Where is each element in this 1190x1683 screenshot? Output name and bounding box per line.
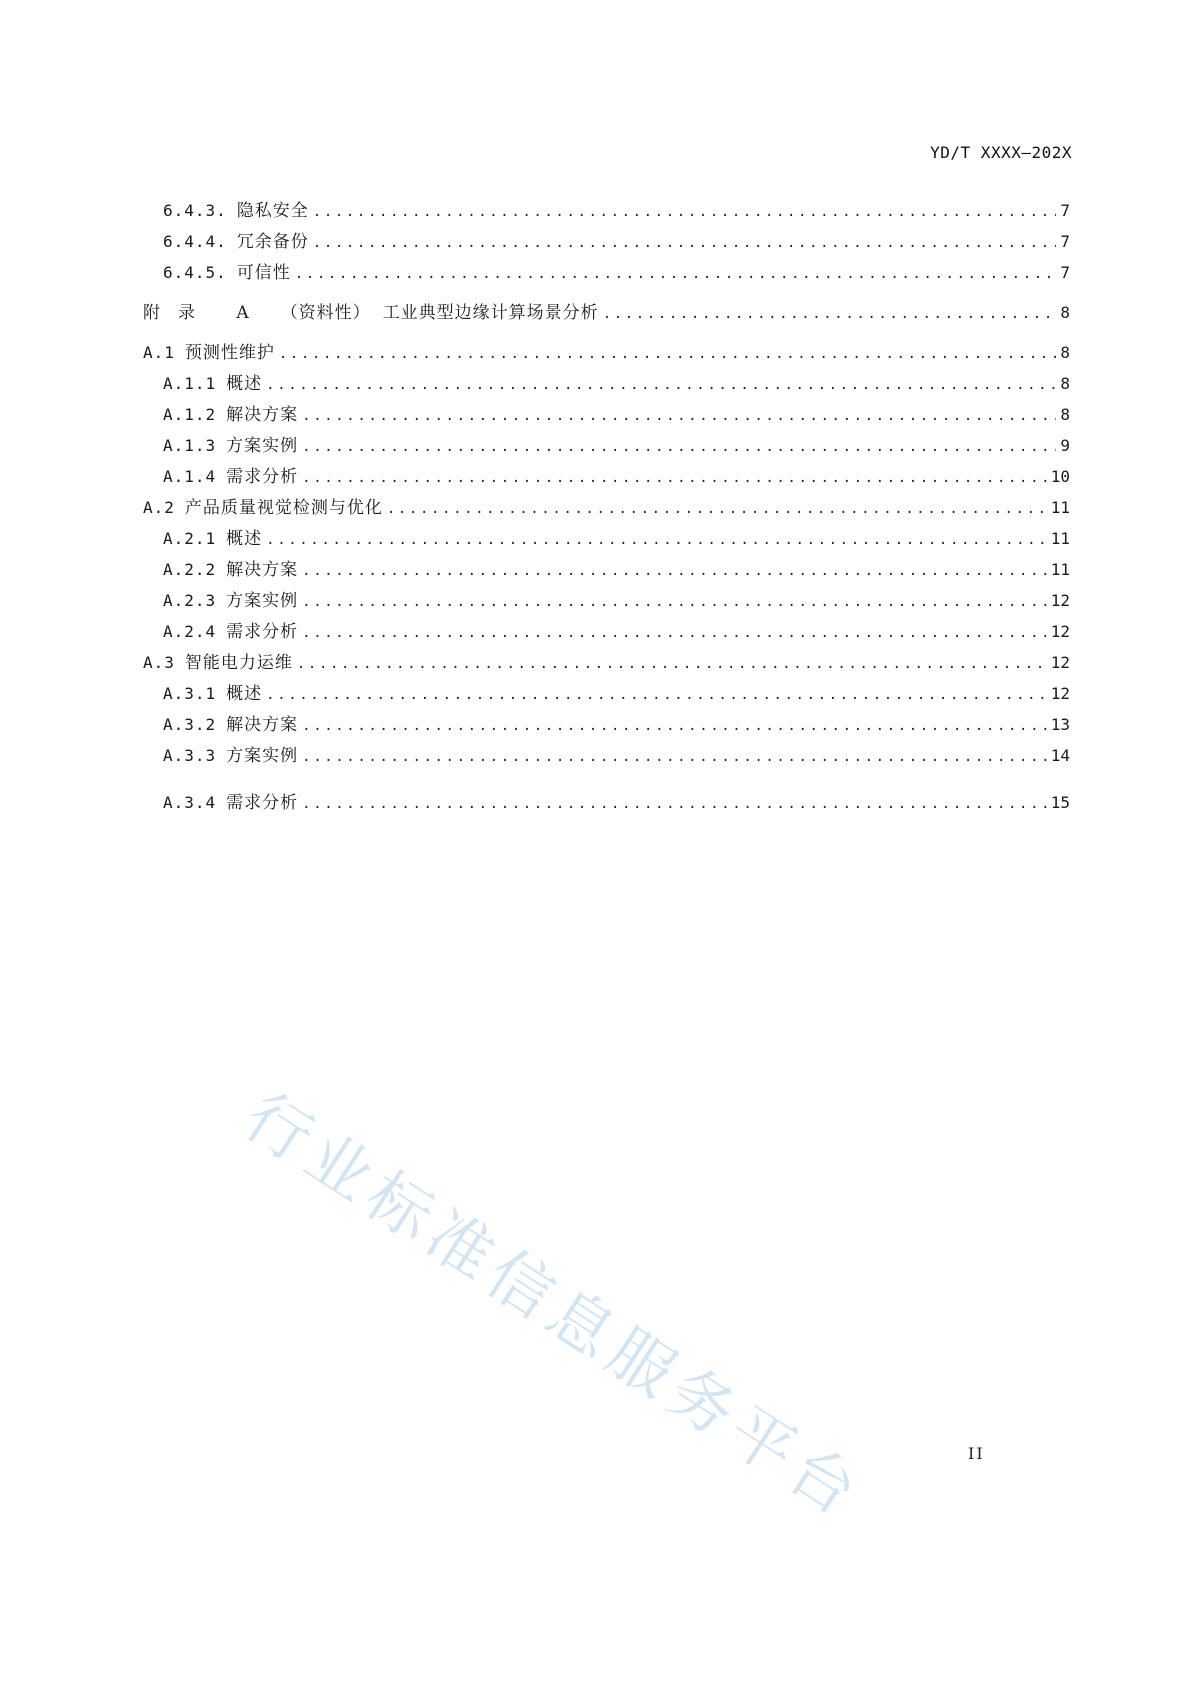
toc-leader-dots <box>603 299 1056 330</box>
toc-entry-page: 7 <box>1060 201 1070 220</box>
toc-entry-title: 概述 <box>226 684 263 704</box>
toc-entry-title: 概述 <box>226 529 263 549</box>
toc-entry-page: 12 <box>1050 684 1070 703</box>
toc-leader-dots <box>266 680 1047 711</box>
toc-entry-appendix-a[interactable] <box>143 297 1070 328</box>
toc-entry-title: 需求分析 <box>226 793 299 813</box>
toc-leader-dots <box>302 742 1047 773</box>
toc-entry-page: 8 <box>1060 405 1070 424</box>
toc-entry-number: 6.4.3. <box>163 201 227 220</box>
toc-entry-number: A.1 <box>143 343 175 362</box>
toc-entry-title: 预测性维护 <box>184 343 275 363</box>
toc-entry-number: A.3.1 <box>163 684 217 703</box>
toc-entry-number: A.1.4 <box>163 467 217 486</box>
toc-entry-title: 需求分析 <box>226 467 299 487</box>
toc-leader-dots <box>302 587 1047 618</box>
toc-entry-page: 9 <box>1060 436 1070 455</box>
toc-entry-number: A.3.2 <box>163 715 217 734</box>
toc-leader-dots <box>302 556 1047 587</box>
toc-entry-number: A.2.1 <box>163 529 217 548</box>
toc-entry-title: 冗余备份 <box>236 232 309 252</box>
toc-entry-a-2-3[interactable] <box>143 585 1070 616</box>
toc-entry-title: 可信性 <box>236 263 291 283</box>
toc-entry-6-4-3[interactable] <box>143 195 1070 226</box>
document-code: YD/T XXXX—202X <box>930 143 1072 162</box>
table-of-contents <box>143 195 1070 818</box>
toc-leader-dots <box>279 339 1056 370</box>
toc-entry-a-3-4[interactable] <box>143 787 1070 818</box>
appendix-prefix: 附录 A <box>143 303 267 323</box>
toc-entry-title: 产品质量视觉检测与优化 <box>184 498 383 518</box>
toc-entry-page: 12 <box>1050 622 1070 641</box>
toc-entry-page: 12 <box>1050 653 1070 672</box>
toc-entry-page: 13 <box>1050 715 1070 734</box>
toc-leader-dots <box>302 463 1047 494</box>
appendix-qualifier: （资料性） <box>280 303 371 323</box>
toc-entry-a-1-1[interactable] <box>143 368 1070 399</box>
toc-entry-title: 概述 <box>226 374 263 394</box>
toc-entry-page: 8 <box>1060 303 1070 322</box>
toc-entry-6-4-4[interactable] <box>143 226 1070 257</box>
toc-entry-page: 11 <box>1050 560 1070 579</box>
toc-entry-number: A.2.3 <box>163 591 217 610</box>
toc-leader-dots <box>295 259 1056 290</box>
toc-entry-a-2-1[interactable] <box>143 523 1070 554</box>
toc-entry-title: 方案实例 <box>226 746 299 766</box>
toc-entry-a-1-2[interactable] <box>143 399 1070 430</box>
toc-entry-page: 10 <box>1050 467 1070 486</box>
toc-entry-a-2[interactable] <box>143 492 1070 523</box>
toc-entry-title: 需求分析 <box>226 622 299 642</box>
toc-leader-dots <box>313 197 1056 228</box>
toc-entry-number: A.3.4 <box>163 793 217 812</box>
toc-entry-title: 方案实例 <box>226 591 299 611</box>
toc-entry-a-1[interactable] <box>143 337 1070 368</box>
toc-entry-page: 11 <box>1050 498 1070 517</box>
toc-entry-page: 11 <box>1050 529 1070 548</box>
toc-entry-page: 15 <box>1050 793 1070 812</box>
toc-entry-page: 14 <box>1050 746 1070 765</box>
toc-entry-title: 解决方案 <box>226 560 299 580</box>
toc-leader-dots <box>297 649 1047 680</box>
toc-entry-number: 6.4.4. <box>163 232 227 251</box>
watermark: 行业标准信息服务平台 <box>231 1080 876 1535</box>
toc-entry-page: 8 <box>1060 343 1070 362</box>
toc-entry-a-2-2[interactable] <box>143 554 1070 585</box>
toc-entry-a-3[interactable] <box>143 647 1070 678</box>
toc-entry-a-2-4[interactable] <box>143 616 1070 647</box>
appendix-title: 工业典型边缘计算场景分析 <box>382 303 599 323</box>
toc-leader-dots <box>266 370 1056 401</box>
toc-leader-dots <box>302 789 1047 820</box>
toc-entry-number: A.3.3 <box>163 746 217 765</box>
toc-entry-a-1-3[interactable] <box>143 430 1070 461</box>
toc-entry-6-4-5[interactable] <box>143 257 1070 288</box>
toc-entry-title: 方案实例 <box>226 436 299 456</box>
toc-leader-dots <box>302 618 1047 649</box>
page-number: II <box>968 1444 985 1463</box>
toc-entry-number: A.1.2 <box>163 405 217 424</box>
toc-leader-dots <box>302 432 1056 463</box>
toc-entry-page: 12 <box>1050 591 1070 610</box>
toc-entry-number: A.1.1 <box>163 374 217 393</box>
toc-entry-a-3-3[interactable] <box>143 740 1070 771</box>
toc-entry-number: A.1.3 <box>163 436 217 455</box>
toc-entry-number: A.2.2 <box>163 560 217 579</box>
toc-leader-dots <box>302 401 1056 432</box>
toc-entry-a-3-1[interactable] <box>143 678 1070 709</box>
toc-entry-number: A.2 <box>143 498 175 517</box>
toc-entry-title: 智能电力运维 <box>184 653 293 673</box>
toc-leader-dots <box>387 494 1047 525</box>
toc-leader-dots <box>266 525 1047 556</box>
toc-entry-title: 隐私安全 <box>236 201 309 221</box>
toc-entry-a-3-2[interactable] <box>143 709 1070 740</box>
toc-entry-page: 8 <box>1060 374 1070 393</box>
toc-entry-title: 解决方案 <box>226 715 299 735</box>
toc-entry-number: A.3 <box>143 653 175 672</box>
toc-entry-page: 7 <box>1060 232 1070 251</box>
toc-leader-dots <box>302 711 1047 742</box>
toc-entry-number: 6.4.5. <box>163 263 227 282</box>
toc-entry-number: A.2.4 <box>163 622 217 641</box>
toc-leader-dots <box>313 228 1056 259</box>
toc-entry-a-1-4[interactable] <box>143 461 1070 492</box>
toc-entry-title: 解决方案 <box>226 405 299 425</box>
toc-entry-page: 7 <box>1060 263 1070 282</box>
